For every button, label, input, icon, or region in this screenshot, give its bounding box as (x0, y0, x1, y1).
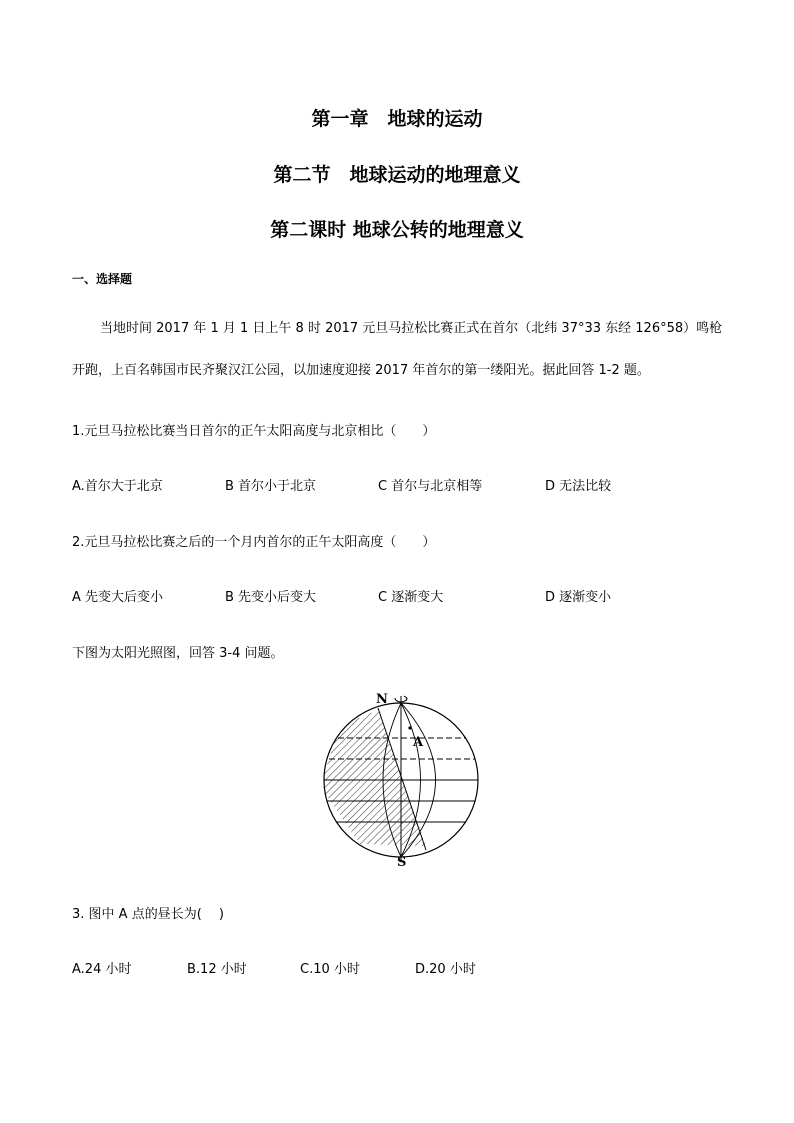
q1-option-a: A.首尔大于北京 (72, 479, 163, 494)
passage-line-1: 当地时间 2017 年 1 月 1 日上午 8 时 2017 元旦马拉松比赛正式在首尔（北纬 37°33 东经 126°58）鸣枪 (100, 321, 723, 336)
point-a (408, 726, 411, 729)
q3-option-d: D.20 小时 (415, 962, 476, 977)
night-region (320, 710, 426, 846)
label-n: N (376, 692, 388, 707)
label-s: S (397, 855, 407, 866)
q1-option-d: D 无法比较 (545, 479, 612, 494)
question-3-stem: 3. 图中 A 点的昼长为( ) (72, 907, 224, 922)
q2-option-c: C 逐渐变大 (378, 590, 444, 605)
q2-option-d: D 逐渐变小 (545, 590, 612, 605)
label-a: A (413, 735, 424, 750)
question-1-stem: 1.元旦马拉松比赛当日首尔的正午太阳高度与北京相比（ ） (72, 424, 436, 439)
sunlight-globe-figure (320, 686, 480, 866)
figure-intro: 下图为太阳光照图，回答 3-4 问题。 (72, 646, 284, 661)
q2-option-b: B 先变小后变大 (225, 590, 317, 605)
section-title: 第二节 地球运动的地理意义 (273, 164, 521, 186)
q1-option-b: B 首尔小于北京 (225, 479, 317, 494)
q2-option-a: A 先变大后变小 (72, 590, 164, 605)
q3-option-c: C.10 小时 (300, 962, 360, 977)
chapter-title: 第一章 地球的运动 (311, 108, 483, 130)
passage-line-2: 开跑，上百名韩国市民齐聚汉江公园，以加速度迎接 2017 年首尔的第一缕阳光。据此回答 1-2 题。 (72, 363, 650, 378)
lesson-title: 第二课时 地球公转的地理意义 (270, 219, 524, 241)
q3-option-a: A.24 小时 (72, 962, 132, 977)
question-2-stem: 2.元旦马拉松比赛之后的一个月内首尔的正午太阳高度（ ） (72, 535, 436, 550)
q1-option-c: C 首尔与北京相等 (378, 479, 483, 494)
q3-option-b: B.12 小时 (187, 962, 247, 977)
section-heading: 一、选择题 (72, 272, 133, 286)
